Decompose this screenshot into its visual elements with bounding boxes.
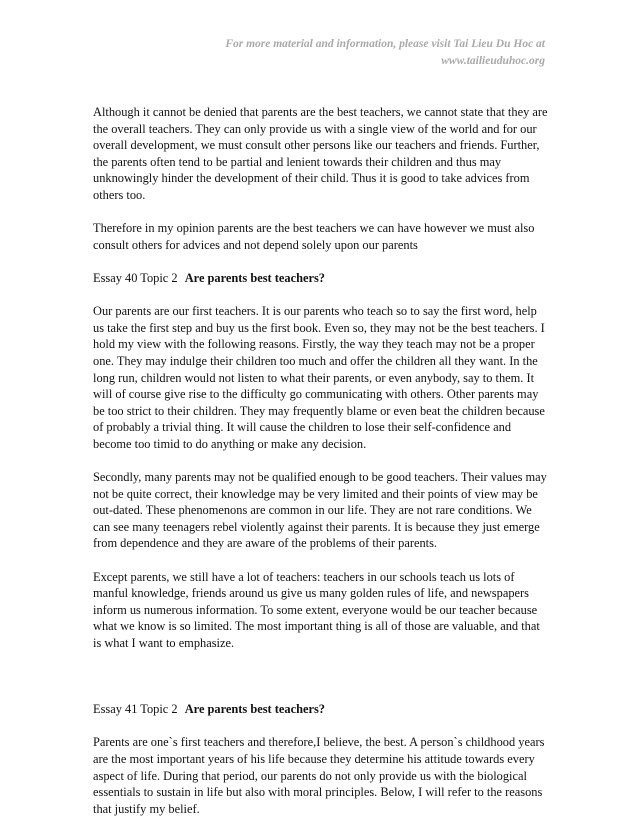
header-line-1: For more material and information, please visit Tai Lieu Du Hoc at bbox=[225, 38, 545, 50]
paragraph: Secondly, many parents may not be qualified enough to be good teachers. Their values may not be quite correct, their knowledge may be very limited and their points of view may be out-dated. These phenomenons are common in our life. They are not rare conditions. We can see many teenagers rebel violently against their parents. It is because they just emerge from dependence and they are aware of the problems of their parents. bbox=[93, 470, 547, 551]
essay-41-title: Are parents best teachers? bbox=[184, 702, 326, 717]
header-line-2: www.tailieuduhoc.org bbox=[441, 55, 545, 67]
section-spacer bbox=[93, 668, 548, 701]
paragraph: Therefore in my opinion parents are the best teachers we can have however we must also consult others for advices and not depend solely upon our parents bbox=[93, 221, 535, 252]
paragraph: Our parents are our first teachers. It is our parents who teach so to say the first word, help us take the first step and buy us the first book. Even so, they may not be the best teachers. I hold my view with the following reasons. Firstly, the way they teach may not be a proper one. They may indulge their children too much and offer the children all they want. In the long run, children would not listen to what their parents, or even anybody, say to them. It will of course give rise to the difficulty go communicating with others. Other parents may be too strict to their children. They may frequently blame or even beat the children because of probably a trivial thing. It will cause the children to lose their self-confidence and become too timid to do anything or make any decision. bbox=[93, 304, 545, 451]
essay-40-heading bbox=[93, 270, 548, 287]
essay-40-title: Are parents best teachers? bbox=[184, 270, 326, 285]
paragraph: Although it cannot be denied that parents are the best teachers, we cannot state that they are the overall teachers. They can only provide us with a single view of the world and for our overall development, we must consult other persons like our teachers and friends. Further, the parents often tend to be partial and lenient towards their children and thus may unknowingly hinder the development of their child. Thus it is good to take advices from others too. bbox=[93, 105, 548, 202]
paragraph: Except parents, we still have a lot of teachers: teachers in our schools teach us lots of manful knowledge, friends around us give us many golden rules of life, and newspapers inform us numerous information. To some extent, everyone would be our teacher because what we know is so limited. The most important thing is all of those are valuable, and that is what I want to emphasize. bbox=[93, 569, 540, 650]
essay-41-label: Essay 41 Topic 2 bbox=[93, 702, 178, 717]
essay-41-heading bbox=[93, 701, 548, 718]
page-header bbox=[125, 36, 545, 70]
document-body bbox=[93, 104, 548, 834]
paragraph: Parents are one`s first teachers and therefore,I believe, the best. A person`s childhood years are the most important years of his life because they determine his attitude towards every aspect of life. During that period, our parents do not only provide us with the biological essentials to sustain in life but also with moral principles. Below, I will refer to the reasons that justify my belief. bbox=[93, 735, 545, 816]
essay-40-label: Essay 40 Topic 2 bbox=[93, 270, 178, 285]
